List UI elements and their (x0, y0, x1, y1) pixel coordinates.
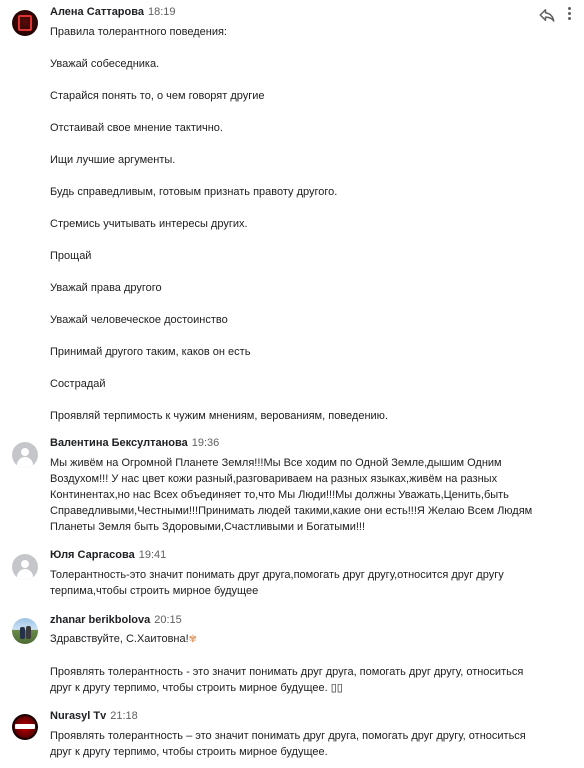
reply-icon[interactable] (538, 6, 556, 24)
comment-time: 19:41 (138, 549, 167, 561)
comment-time: 21:18 (110, 710, 138, 722)
avatar[interactable] (12, 10, 38, 36)
comment-time: 19:36 (191, 437, 220, 449)
comment-text: Мы живём на Огромной Планете Земля!!!Мы Все ходим по Одной Земле,дышим Одним Воздухом!!! У нас цвет кожи разный,разговариваем на разных языках,живём на разных Континентах,но нас Всех объединяет то,что Мы Люди!!!Мы должны Уважать,Ценить,быть Справедливыми,Честными!!!Принимать людей такими,какие они есть!!!Я Желаю Всем Людям Планеты Земля быть Здоровыми,Счастливыми и Богатыми!!! (50, 457, 533, 533)
avatar[interactable] (12, 554, 38, 580)
avatar[interactable] (12, 442, 38, 468)
comment-author[interactable]: Юля Саргасова 19:41 (50, 549, 167, 561)
comment-author[interactable]: Nurasyl Tv 21:18 (50, 710, 138, 722)
comment-author[interactable]: zhanar berikbolova 20:15 (50, 614, 182, 626)
avatar[interactable] (12, 714, 38, 740)
comment-time: 18:19 (147, 6, 176, 18)
comment-time: 20:15 (154, 614, 182, 626)
comment-text: Толерантность-это значит понимать друг друга,помогать друг другу,относится друг другу терпима,чтобы строить мирное будущее (50, 569, 504, 597)
avatar[interactable] (12, 618, 38, 644)
comment-author[interactable]: Валентина Бексултанова 19:36 (50, 437, 220, 449)
more-vert-icon[interactable] (566, 7, 572, 25)
comment-author[interactable]: Алена Саттарова 18:19 (50, 6, 176, 18)
comment-text: Здравствуйте, С.Хаитовна!✾ Проявлять толерантность - это значит понимать друг друга, помогать друг другу, относиться друг к другу терпимо, чтобы строить мирное будущее. ▯▯ (50, 633, 524, 694)
comment-text: Проявлять толерантность – это значит понимать друг друга, помогать друг другу, относиться друг к другу терпимо, чтобы строить мирное будущее. (50, 730, 526, 758)
flower-emoji-icon: ✾ (188, 634, 198, 645)
